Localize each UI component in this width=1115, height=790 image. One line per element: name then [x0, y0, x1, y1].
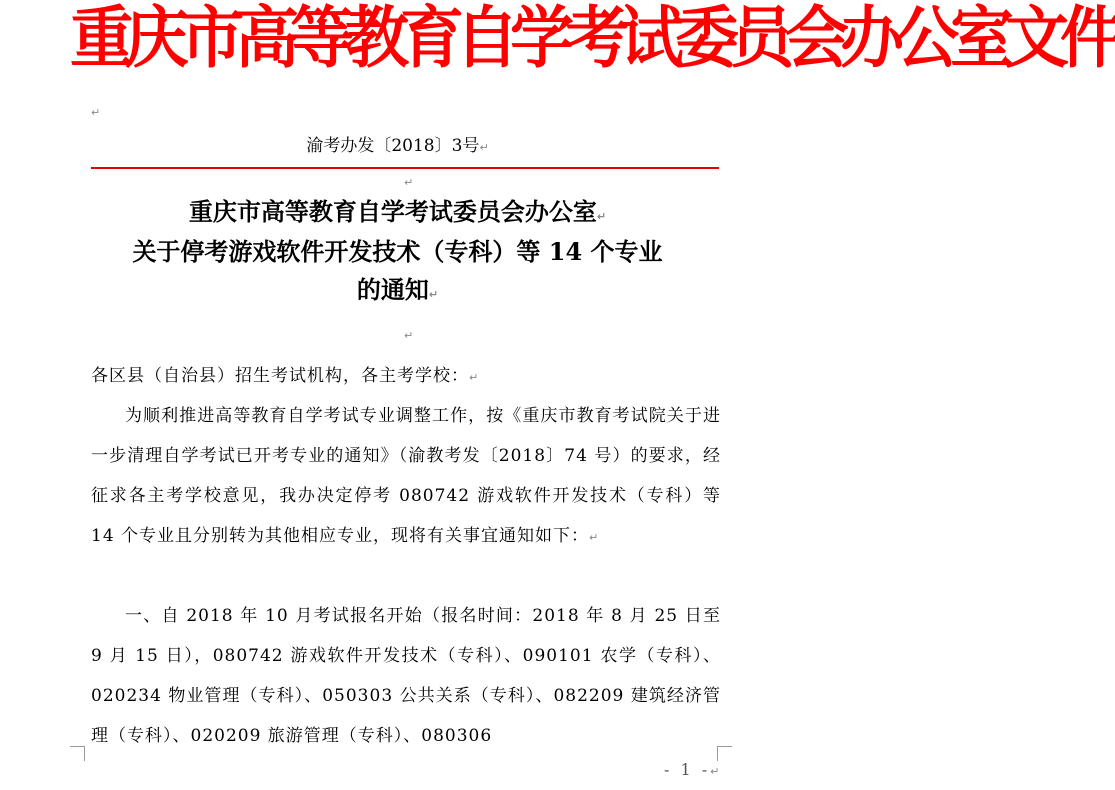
red-header-rule	[91, 167, 719, 169]
title-line-3: 的通知↵	[356, 275, 439, 304]
salutation: 各区县（自治县）招生考试机构，各主考学校：↵	[91, 366, 480, 386]
title-line-2: 关于停考游戏软件开发技术（专科）等 14 个专业	[132, 237, 663, 266]
paragraph-mark: ↵	[404, 176, 414, 189]
page-corner-mark-left	[70, 746, 85, 761]
paragraph-mark: ↵	[596, 210, 607, 223]
paragraph-mark: ↵	[589, 531, 600, 544]
paragraph-mark: ↵	[479, 141, 489, 154]
document-header-title: 重庆市高等教育自学考试委员会办公室文件	[70, 0, 1115, 78]
paragraph-mark: ↵	[469, 371, 480, 384]
paragraph-mark: ↵	[404, 329, 414, 342]
page-number: - 1 -↵	[664, 760, 723, 779]
title-line-1: 重庆市高等教育自学考试委员会办公室↵	[188, 197, 607, 226]
paragraph-mark: ↵	[428, 288, 439, 301]
paragraph-mark: ↵	[710, 765, 723, 778]
paragraph-mark: ↵	[91, 106, 101, 119]
page-corner-mark-right	[717, 746, 732, 761]
body-paragraph-2: 一、自 2018 年 10 月考试报名开始（报名时间：2018 年 8 月 25 日至 9 月 15 日），080742 游戏软件开发技术（专科）、090101 农学（专科）、020234 物业管理（专科）、050303 公共关系（专科）、082209 建筑经济管理（专科）、020209 旅游管理（专科）、080306	[91, 606, 721, 746]
body-paragraph-1: 为顺利推进高等教育自学考试专业调整工作，按《重庆市教育考试院关于进一步清理自学考试已开考专业的通知》（渝教考发〔2018〕74 号）的要求，经征求各主考学校意见，我办决定停考 080742 游戏软件开发技术（专科）等 14 个专业且分别转为其他相应专业，现将有关事宜通知如下：↵	[91, 406, 721, 546]
document-number: 渝考办发〔2018〕3号↵	[306, 136, 489, 156]
